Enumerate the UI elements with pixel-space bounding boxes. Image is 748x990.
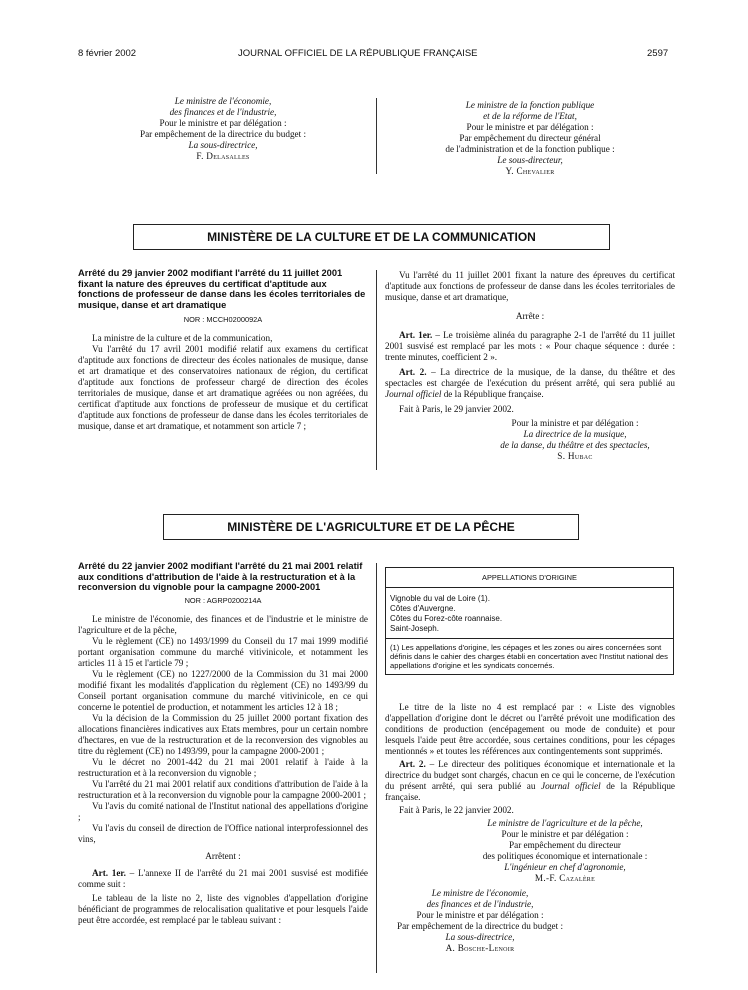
arrete2-nor: NOR : AGRP0200214A [184,595,262,605]
journal-officiel-ref: Journal officiel [541,781,601,791]
arrete1-title: Arrêté du 29 janvier 2002 modifiant l'arrêté du 11 juillet 2001 fixant la nature des épreuves du certificat d'aptitude aux fonctions de professeur de danse dans les écoles territoriales de musique, danse et art dramatique [78,268,366,310]
sig-line: Le ministre de l'économie, [174,96,272,106]
sig-line: et de la réforme de l'Etat, [483,111,577,121]
arrete2-signature-agriculture [455,818,675,884]
sig-line: Par empêchement de la directrice du budget : [139,129,307,139]
sig-name: S. Hubac [557,451,593,461]
ministry-agriculture-heading: MINISTÈRE DE L'AGRICULTURE ET DE LA PÊCHE [163,514,579,540]
sig-line: Pour le ministre et par délégation : [416,910,544,920]
paragraph: Le tableau de la liste no 2, liste des vignobles d'appellation d'origine bénéficiant de programmes de relocalisation qualitative et pour lesquels l'aide peut être accordée, est remplacé par le tableau suivant : [78,892,368,925]
sig-line: La sous-directrice, [445,932,515,942]
arrete-label: Arrêtent : [205,850,241,861]
article-label: Art. 2. [399,367,427,377]
sig-line: de l'administration et de la fonction publique : [445,144,615,154]
appellations-footnote: (1) Les appellations d'origine, les cépages et les zones ou aires concernées sont définis dans le cahier des charges établi en concertation avec l'Institut national des appellations d'origine et les syndicats concernés. [390,643,668,670]
paragraph: Vu l'avis du conseil de direction de l'Office national interprofessionnel des vins, [78,822,368,844]
ministry-culture-heading: MINISTÈRE DE LA CULTURE ET DE LA COMMUNICATION [133,224,610,250]
article-2 [385,759,675,803]
arrete1-left-column [78,268,368,432]
column-divider [376,270,377,470]
sig-line: des finances et de l'industrie, [169,107,277,117]
paragraph: Le ministre de l'économie, des finances et de l'industrie et le ministre de l'agriculture et de la pêche, [78,613,368,635]
sig-line: Par empêchement de la directrice du budget : [396,921,564,931]
appellations-table-title: APPELLATIONS D'ORIGINE [386,568,673,588]
list-item: Saint-Joseph. [390,624,439,633]
sig-line: Pour la ministre et par délégation : [511,418,639,428]
sig-line: Par empêchement du directeur [509,840,621,850]
sig-line: Le sous-directeur, [497,155,563,165]
sig-name: M.-F. Cazalère [534,873,596,883]
sig-name: Y. Chevalier [505,166,555,176]
article-2 [385,367,675,400]
sig-line: des finances et de l'industrie, [426,899,534,909]
sig-line: de la danse, du théâtre et des spectacles, [500,440,650,450]
fait-a-paris: Fait à Paris, le 22 janvier 2002. [399,805,514,815]
article-1 [78,868,368,890]
list-item: Côtes du Forez-côte roannaise. [390,614,503,623]
appellations-table [385,567,674,675]
article-text: – La directrice de la musique, de la danse, du théâtre et des spectacles est chargée de l'exécution du présent arrêté, qui sera publié au [385,367,675,388]
sig-line: Pour le ministre et par délégation : [501,829,629,839]
paragraph: Vu l'arrêté du 17 avril 2001 modifié relatif aux examens du certificat d'aptitude aux fonctions de directeur des écoles nationales de musique, danse et art dramatique et des conservatoires nationaux de région, du certificat d'aptitude aux fonctions de professeur chargé de direction des écoles territoriales de musique, danse et art dramatique agréées ou non agréées, du certificat d'aptitude aux fonctions de professeur de musique et du certificat d'aptitude aux fonctions de professeur de danse dans les écoles territoriales de musique, danse et art dramatique, et notamment son article 7 ; [78,344,368,431]
paragraph: Vu le règlement (CE) no 1227/2000 de la Commission du 31 mai 2000 modifié fixant les modalités d'application du règlement (CE) no 1493/99 du Conseil portant organisation commune du marché vitivinicole, en ce qui concerne le potentiel de production, et notamment les articles 12 à 18 ; [78,668,368,712]
arrete2-signature-economie [375,888,585,954]
arrete2-title: Arrêté du 22 janvier 2002 modifiant l'arrêté du 21 mai 2001 relatif aux conditions d'attribution de l'aide à la restructuration et à la reconversion du vignoble pour la campagne 2000-2001 [78,561,363,592]
paragraph: Vu le décret no 2001-442 du 21 mai 2001 relatif à l'aide à la restructuration et à la reconversion du vignoble ; [78,756,368,778]
article-text: – Le directeur des politiques économique et internationale et la directrice du budget sont chargés, chacun en ce qui le concerne, de l'exécution du présent arrêté, qui sera publié au [385,759,675,791]
list-item: Vignoble du val de Loire (1). [390,594,490,603]
list-item: Côtes d'Auvergne. [390,604,456,613]
top-signature-left [78,96,368,162]
sig-line: Le ministre de l'agriculture et de la pêche, [487,818,643,828]
sig-line: L'ingénieur en chef d'agronomie, [504,862,626,872]
header-date: 8 février 2002 [78,48,137,59]
column-divider [376,98,377,174]
sig-line: Pour le ministre et par délégation : [466,122,594,132]
article-label: Art. 1er. [399,330,433,340]
article-1 [385,330,675,363]
article-text: de la République française. [385,781,675,802]
arrete1-nor: NOR : MCCH0200092A [183,315,263,324]
article-text: – Le troisième alinéa du paragraphe 2-1 de l'arrêté du 11 juillet 2001 susvisé est remplacé par les mots : « Pour chaque séquence : durée : trente minutes, coefficient 2 ». [385,330,675,362]
sig-name: F. Delasalles [196,151,250,161]
paragraph: Vu l'arrêté du 11 juillet 2001 fixant la nature des épreuves du certificat d'aptitude aux fonctions de professeur de danse dans les écoles territoriales de musique, danse et art dramatique, [385,270,675,302]
arrete-label: Arrête : [515,311,545,321]
paragraph: Vu le règlement (CE) no 1493/1999 du Conseil du 17 mai 1999 modifié portant organisation commune du marché vitivinicole, et notamment les articles 11 à 15 et l'article 79 ; [78,635,368,668]
paragraph: Vu l'arrêté du 21 mai 2001 relatif aux conditions d'attribution de l'aide à la restructuration et à la reconversion du vignoble pour la campagne 2000-2001 ; [78,778,368,800]
arrete2-right-column [385,702,675,954]
arrete2-left-column [78,561,368,926]
arrete1-signature [475,418,675,462]
article-text: – L'annexe II de l'arrêté du 21 mai 2001 susvisé est modifiée comme suit : [78,867,368,889]
article-label: Art. 2. [399,759,426,769]
article-text: de la République française. [441,389,544,399]
sig-line: Par empêchement du directeur général [459,133,601,143]
paragraph: Vu l'avis du comité national de l'Institut national des appellations d'origine ; [78,800,368,822]
sig-line: Le ministre de la fonction publique [465,100,595,110]
top-signature-right [385,100,675,177]
sig-line: Pour le ministre et par délégation : [159,118,287,128]
header-journal-title: JOURNAL OFFICIEL DE LA RÉPUBLIQUE FRANÇAISE [238,48,478,59]
paragraph: La ministre de la culture et de la communication, [92,333,273,343]
article-label: Art. 1er. [92,867,126,878]
sig-line: La sous-directrice, [188,140,258,150]
sig-name: A. Bosche-Lenoir [445,943,515,953]
header-page-number: 2597 [647,48,669,59]
fait-a-paris: Fait à Paris, le 29 janvier 2002. [399,404,514,414]
paragraph: Le titre de la liste no 4 est remplacé par : « Liste des vignobles d'appellation d'origine dont le décret ou l'arrêté prévoit une modification des conditions de production (encépagement ou mode de conduite) et pour lesquels l'aide peut être accordée, sous certaines conditions, pour les cépages mentionnés » et toutes les références aux contingentements sont supprimés. [385,702,675,756]
sig-line: des politiques économique et internationale : [482,851,648,861]
paragraph: Vu la décision de la Commission du 25 juillet 2000 portant fixation des allocations financières indicatives aux Etats membres, pour un certain nombre d'hectares, en vue de la restructuration et de la reconversion des vignobles au titre du règlement (CE) no 1493/99, pour la campagne 2000-2001 ; [78,712,368,756]
journal-officiel-ref: Journal officiel [385,389,442,399]
appellations-list [386,588,673,639]
arrete1-right-column [385,270,675,462]
sig-line: Le ministre de l'économie, [431,888,529,898]
sig-line: La directrice de la musique, [523,429,627,439]
